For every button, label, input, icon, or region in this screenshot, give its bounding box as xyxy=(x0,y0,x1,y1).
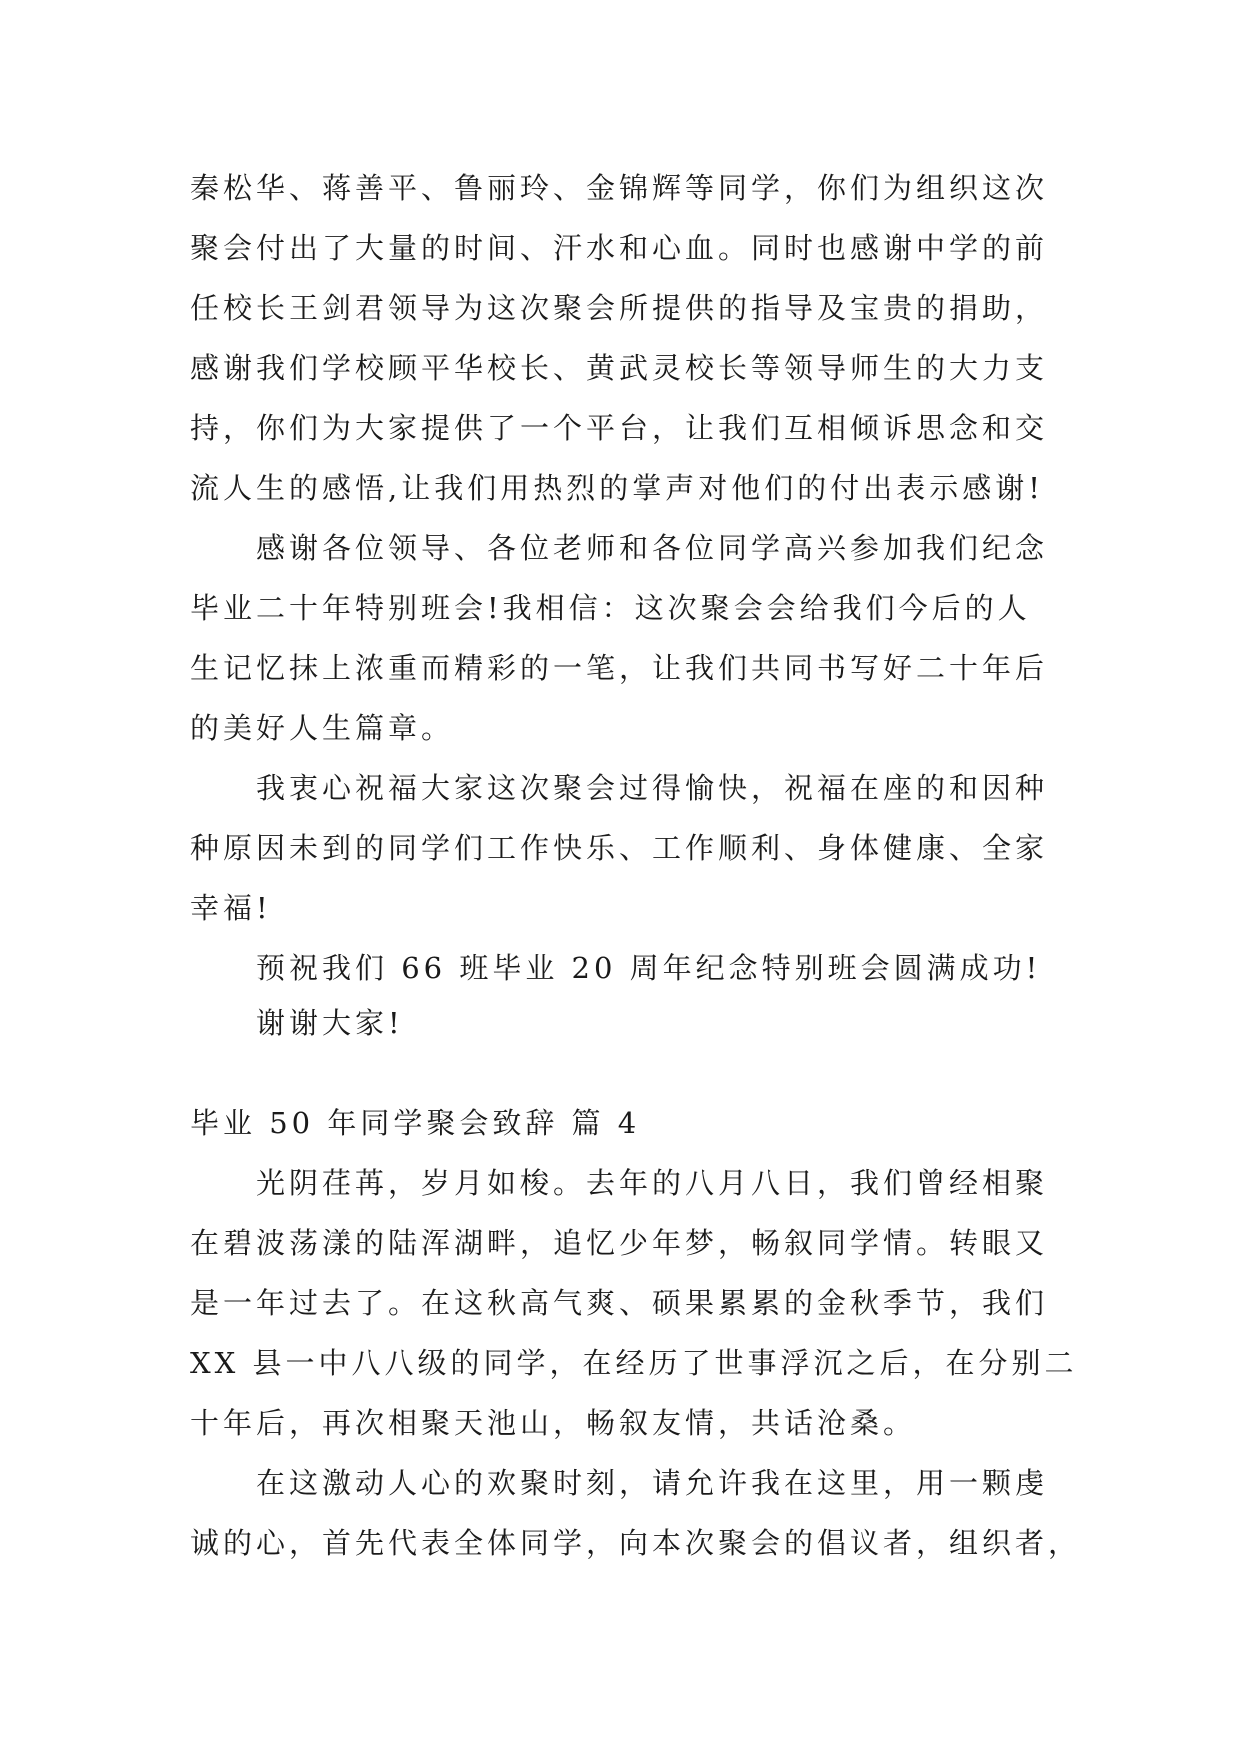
paragraph-first-line: 光阴荏苒，岁月如梭。去年的八月八日，我们曾经相聚 xyxy=(256,1166,1049,1200)
text-line: 幸福! xyxy=(190,891,272,925)
text-line: 秦松华、蒋善平、鲁丽玲、金锦辉等同学，你们为组织这次 xyxy=(190,171,1049,205)
text-line: 是一年过去了。在这秋高气爽、硕果累累的金秋季节，我们 xyxy=(190,1286,1049,1320)
document-body xyxy=(190,0,1082,1754)
text-line: 毕业二十年特别班会!我相信：这次聚会会给我们今后的人 xyxy=(190,591,1031,625)
text-line: 在碧波荡漾的陆浑湖畔，追忆少年梦，畅叙同学情。转眼又 xyxy=(190,1226,1049,1260)
paragraph-first-line: 谢谢大家! xyxy=(256,1006,404,1040)
section-title: 毕业 50 年同学聚会致辞 篇 4 xyxy=(190,1106,641,1140)
text-line: 聚会付出了大量的时间、汗水和心血。同时也感谢中学的前 xyxy=(190,231,1049,265)
text-line: XX 县一中八八级的同学，在经历了世事浮沉之后，在分别二 xyxy=(190,1346,1078,1380)
paragraph-first-line: 感谢各位领导、各位老师和各位同学高兴参加我们纪念 xyxy=(256,531,1049,565)
text-line: 持，你们为大家提供了一个平台，让我们互相倾诉思念和交 xyxy=(190,411,1049,445)
text-line: 流人生的感悟,让我们用热烈的掌声对他们的付出表示感谢! xyxy=(190,471,1044,505)
text-line: 生记忆抹上浓重而精彩的一笔，让我们共同书写好二十年后 xyxy=(190,651,1049,685)
paragraph-first-line: 预祝我们 66 班毕业 20 周年纪念特别班会圆满成功! xyxy=(256,951,1042,985)
text-line: 的美好人生篇章。 xyxy=(190,711,455,745)
text-line: 任校长王剑君领导为这次聚会所提供的指导及宝贵的捐助， xyxy=(190,291,1049,325)
paragraph-first-line: 在这激动人心的欢聚时刻，请允许我在这里，用一颗虔 xyxy=(256,1466,1049,1500)
text-line: 诚的心，首先代表全体同学，向本次聚会的倡议者，组织者， xyxy=(190,1526,1082,1560)
text-line: 种原因未到的同学们工作快乐、工作顺利、身体健康、全家 xyxy=(190,831,1049,865)
text-line: 十年后，再次相聚天池山，畅叙友情，共话沧桑。 xyxy=(190,1406,917,1440)
paragraph-first-line: 我衷心祝福大家这次聚会过得愉快，祝福在座的和因种 xyxy=(256,771,1049,805)
text-line: 感谢我们学校顾平华校长、黄武灵校长等领导师生的大力支 xyxy=(190,351,1049,385)
